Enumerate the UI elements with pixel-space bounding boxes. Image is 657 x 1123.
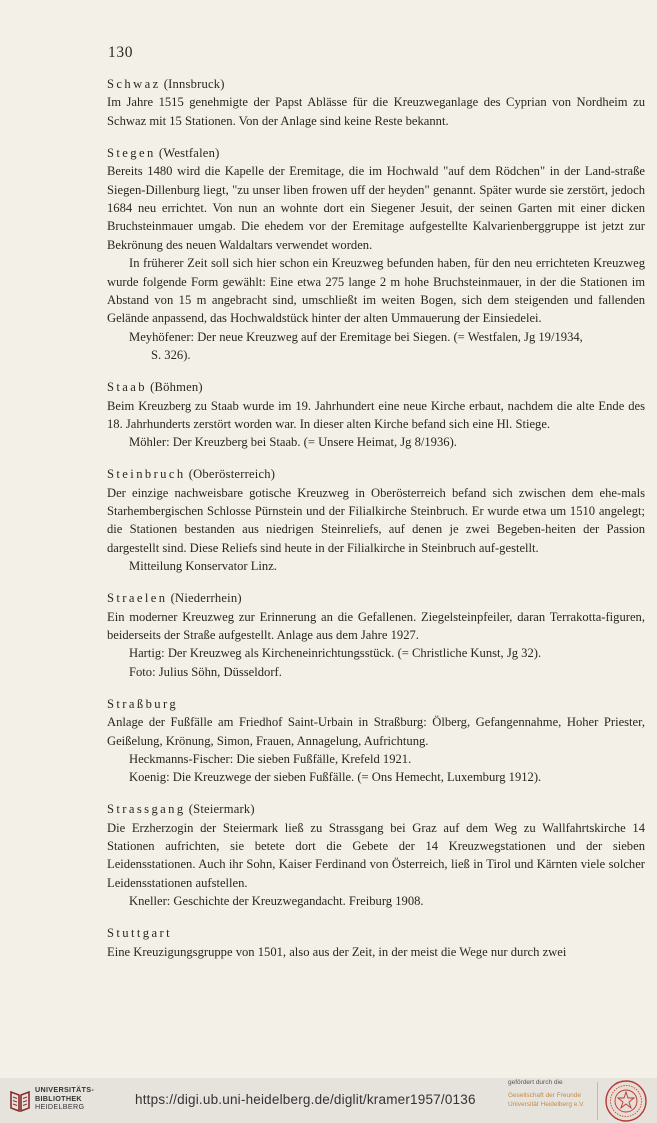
entry-region: (Böhmen)	[150, 380, 203, 395]
entry-straelen	[107, 589, 645, 681]
sponsor-name[interactable]	[508, 1092, 585, 1109]
footer-divider	[597, 1082, 598, 1120]
entry-paragraph: Die Erzherzogin der Steiermark ließ zu Strassgang bei Graz auf dem Weg zu Wallfahrtskirche 14 Stationen aufrichten, sie betete dort die Gebete der 14 Kreuzwegstationen und der sieben Leidensstationen. Auch ihr Sohn, Kaiser Ferdinand von Österreich, ließ in Tirol und Kärnten viele solcher Leidensstationen aufstellen.	[107, 820, 645, 890]
digitization-footer	[0, 1078, 657, 1123]
entry-reference: Foto: Julius Söhn, Düsseldorf.	[129, 664, 282, 679]
entry-stuttgart	[107, 924, 645, 961]
entry-strassgang	[107, 800, 645, 910]
entry-region: (Innsbruck)	[163, 77, 225, 91]
permalink-url[interactable]: https://digi.ub.uni-heidelberg.de/diglit/kramer1957/0136	[135, 1092, 476, 1107]
entry-paragraph: Der einzige nachweisbare gotische Kreuzweg in Oberösterreich befand sich zwischen dem ehe-mals Starhembergischen Schlosse Pürnstein und der Filialkirche Steinbruch. Er wurde etwa um 1510 angelegt; die Stationen bestanden aus niedrigen Steinreliefs, auf denen je zwei Begeben-heiten der Passion dargestellt sind. Diese Reliefs sind heute in der Filialkirche in Steinbruch auf-gestellt.	[107, 485, 645, 555]
entry-paragraph: Bereits 1480 wird die Kapelle der Eremitage, die im Hochwald "auf dem Rödchen" in der Land-straße Siegen-Dillenburg liegt, "zu unser liben frowen uff der heyden" genannt. Später wurde sie zerstört, jedoch 1684 neu errichtet. Von nun an wohnte dort ein Siegener Jesuit, der seinen Garten mit einer dicken Bruchsteinmauer umgab. Die ehedem vor der Eremitage aufgestellte Kalvarienberggruppe ist jetzt zur Bekrönung des neuen Waldaltars verwendet worden.	[107, 164, 645, 252]
entry-place: Staab	[107, 380, 147, 395]
entry-region: (Westfalen)	[158, 145, 220, 160]
reference-line-continued: S. 326).	[151, 348, 191, 363]
entry-heading	[107, 75, 645, 93]
entry-reference: Möhler: Der Kreuzberg bei Staab. (= Unsere Heimat, Jg 8/1936).	[129, 435, 457, 450]
entry-reference: Hartig: Der Kreuzweg als Kircheneinrichtungsstück. (= Christliche Kunst, Jg 32).	[129, 646, 542, 661]
entry-reference: Koenig: Die Kreuzwege der sieben Fußfälle. (= Ons Hemecht, Luxemburg 1912).	[129, 770, 542, 785]
entry-heading	[107, 924, 645, 942]
entry-place: Stegen	[107, 145, 156, 160]
reference-line: Meyhöfener: Der neue Kreuzweg auf der Eremitage bei Siegen. (= Westfalen, Jg 19/1934,	[129, 329, 583, 344]
entry-place: Strassgang	[107, 802, 186, 817]
entry-reference	[107, 328, 645, 365]
library-name-line: BIBLIOTHEK	[35, 1093, 82, 1103]
entry-reference: Mitteilung Konservator Linz.	[129, 559, 277, 574]
entry-reference: Kneller: Geschichte der Kreuzwegandacht. Freiburg 1908.	[129, 894, 424, 909]
sponsor-name-line: Universität Heidelberg e.V.	[508, 1100, 585, 1108]
page-content	[107, 75, 645, 974]
entry-region: (Oberösterreich)	[188, 467, 276, 482]
entry-paragraph: Im Jahre 1515 genehmigte der Papst Ablässe für die Kreuzweganlage des Cyprian von Nordheim zu Schwaz mit 15 Stationen. Von der Anlage sind keine Reste bekannt.	[107, 95, 645, 128]
entry-place: Steinbruch	[107, 467, 186, 482]
entry-paragraph: Beim Kreuzberg zu Staab wurde im 19. Jahrhundert eine neue Kirche erbaut, nachdem die alte Ende des 18. Jahrhunderts zerstört worden war. In dieser alten Kirche befand sich eine Hl. Stiege.	[107, 398, 645, 431]
sponsor-name-line: Gesellschaft der Freunde	[508, 1092, 581, 1099]
sponsor-label: gefördert durch die	[508, 1079, 563, 1086]
entry-schwaz	[107, 75, 645, 130]
entry-place: Straßburg	[107, 696, 179, 711]
entry-heading	[107, 378, 645, 396]
entry-region: (Niederrhein)	[170, 591, 242, 606]
entry-strassburg	[107, 695, 645, 787]
library-name-line: UNIVERSITÄTS-	[35, 1085, 95, 1094]
entry-heading	[107, 465, 645, 483]
entry-staab	[107, 378, 645, 452]
page-number: 130	[108, 44, 134, 61]
library-name[interactable]	[35, 1086, 94, 1112]
entry-paragraph: In früherer Zeit soll sich hier schon ein Kreuzweg befunden haben, für den neu errichteten Kreuzweg wurde folgende Form gewählt: Eine etwa 275 lange 2 m hohe Bruchsteinmauer, in der die Stationen im Abstand von 15 m angebracht sind, umschließt im weiten Bogen, sich dem steigenden und fallenden Gelände anpassend, das Hochwaldstück hinter der alten Ummauerung der Einsiedelei.	[107, 256, 645, 326]
entry-region: (Steiermark)	[188, 802, 255, 817]
entry-reference: Heckmanns-Fischer: Die sieben Fußfälle, Krefeld 1921.	[129, 751, 412, 766]
university-seal-icon[interactable]	[604, 1079, 648, 1123]
entry-paragraph: Anlage der Fußfälle am Friedhof Saint-Urbain in Straßburg: Ölberg, Gefangennahme, Hoher Priester, Geißelung, Krönung, Simon, Frauen, Annagelung, Aufrichtung.	[107, 715, 645, 748]
entry-heading	[107, 695, 645, 713]
entry-place: Schwaz	[107, 77, 161, 91]
entry-heading	[107, 800, 645, 818]
entry-heading	[107, 144, 645, 162]
entry-heading	[107, 589, 645, 607]
entry-stegen	[107, 144, 645, 365]
library-book-icon[interactable]	[9, 1088, 31, 1114]
library-name-line: HEIDELBERG	[35, 1102, 85, 1112]
entry-steinbruch	[107, 465, 645, 575]
entry-paragraph: Ein moderner Kreuzweg zur Erinnerung an die Gefallenen. Ziegelsteinpfeiler, daran Terrakotta-figuren, beiderseits der Straße aufgestellt. Anlage aus dem Jahre 1927.	[107, 609, 645, 642]
entry-paragraph: Eine Kreuzigungsgruppe von 1501, also aus der Zeit, in der meist die Wege nur durch zwei	[107, 944, 567, 959]
entry-place: Straelen	[107, 591, 168, 606]
entry-place: Stuttgart	[107, 926, 172, 941]
